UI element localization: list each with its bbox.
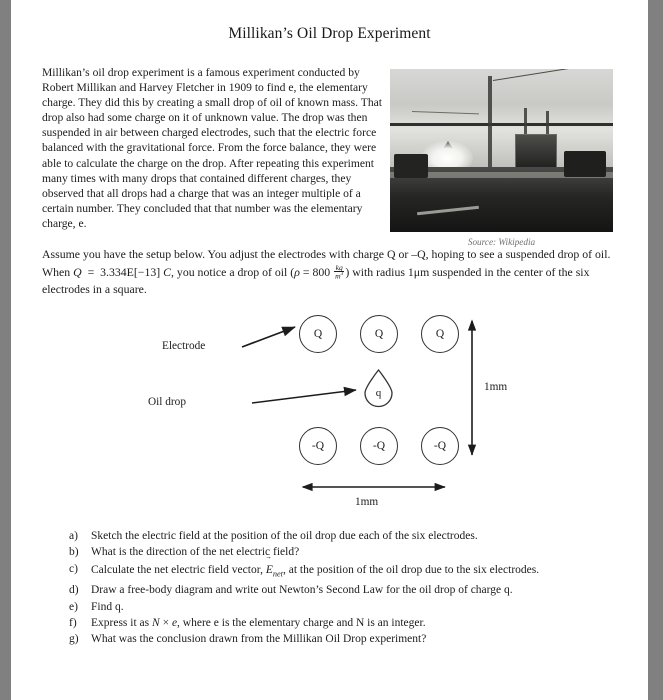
charge-value: 3.334E[−13] [100, 264, 161, 279]
density-unit-fraction [334, 264, 344, 281]
photo-equipment-right [564, 151, 606, 177]
question-marker-b: b) [69, 546, 79, 559]
question-marker-e: e) [69, 600, 78, 613]
math-times-symbol: × [159, 617, 172, 630]
questions-list [11, 528, 648, 648]
setup-paragraph: Assume you have the setup below. You adjust the electrodes with charge Q or –Q, hoping to see a suspended drop of oil. When Q = 3.334E[−13] C, you notice a drop of oil (ρ = 800 $\frac{kg}{m^3}$ ) with radius 1μm suspended in the center of the six electrodes in a square. [42, 247, 611, 297]
photo-equipment-left [394, 154, 428, 178]
equals-sign: = [87, 264, 95, 279]
electrode-bottom-left[interactable]: -Q [299, 427, 337, 465]
density-value: 800 [312, 264, 331, 279]
density-den-exponent: 3 [340, 271, 344, 278]
intro-paragraph: Millikan’s oil drop experiment is a famous experiment conducted by Robert Millikan and Harvey Fletcher in 1909 to find e, the elementary charge. They did this by creating a small drop of oil of known mass. That drop also had some charge on it of unknown value. The drop was then suspended in air between charged electrodes, such that the electric force balanced with the gravitational force. From the force balance, they were able to calculate the charge on the drop. After repeating this experiment many times with many drops that contained different charges, they observed that all drops had a charge that was an integer multiple of a certain number. They concluded that that number was the elementary charge, e. [42, 66, 383, 230]
charge-symbol: Q [73, 264, 82, 279]
horizontal-dimension-label: 1mm [355, 495, 379, 508]
e-net-subscript: net [272, 568, 283, 578]
question-text-b: What is the direction of the net electric field? [91, 546, 300, 559]
question-item-e [69, 599, 626, 615]
question-text-e: Find q. [91, 600, 124, 613]
oil-drop-label: Oil drop [148, 395, 186, 408]
question-c-prefix: Calculate the net electric field vector, [91, 563, 266, 576]
density-symbol: ρ [294, 264, 300, 279]
density-unit-denominator [334, 272, 344, 280]
electrode-bottom-center[interactable]: -Q [360, 427, 398, 465]
e-net-vector-symbol: → E [266, 561, 273, 578]
density-den-base: m [335, 271, 341, 281]
oil-drop-shape[interactable] [362, 368, 395, 408]
electrode-top-right[interactable]: Q [421, 315, 459, 353]
question-item-d [69, 582, 626, 598]
question-item-g [69, 631, 626, 647]
electrode-top-left[interactable]: Q [299, 315, 337, 353]
vertical-dimension-label: 1mm [484, 380, 508, 393]
oil-drop-charge-label: q [375, 386, 382, 399]
question-marker-f: f) [69, 617, 77, 630]
question-item-a [69, 528, 626, 544]
electrode-label: Electrode [162, 339, 206, 352]
question-marker-d: d) [69, 584, 79, 597]
question-text-a: Sketch the electric field at the position of the oil drop due each of the six electrodes. [91, 529, 478, 542]
question-text-c [91, 561, 626, 583]
question-marker-c: c) [69, 562, 78, 575]
oil-drop-pointer-arrow [252, 390, 356, 403]
charge-unit: C [163, 264, 172, 279]
question-item-b [69, 544, 626, 560]
question-text-d: Draw a free-body diagram and write out Newton’s Second Law for the oil drop of charge q. [91, 584, 513, 597]
question-item-f [69, 615, 626, 631]
question-text-g: What was the conclusion drawn from the Millikan Oil Drop experiment? [91, 633, 427, 646]
intro-section [11, 65, 648, 247]
setup-sentence-2: , you notice a drop of oil ( [171, 264, 295, 279]
photo-horizontal-rail [390, 123, 613, 126]
question-item-c [69, 561, 626, 583]
setup-sentence-3: ) with radius 1μm suspended in the center of the six electrodes in a square. [42, 264, 590, 297]
page-title: Millikan’s Oil Drop Experiment [228, 25, 431, 42]
question-f-prefix: Express it as [91, 617, 153, 630]
question-marker-g: g) [69, 633, 79, 646]
density-unit-numerator: kg [335, 262, 343, 272]
question-c-suffix: , at the position of the oil drop due to the six electrodes. [282, 563, 540, 576]
setup-sentence-1: Assume you have the setup below. You adjust the electrodes with charge Q or –Q, hoping to see a suspended drop of oil. When [42, 247, 611, 279]
document-page [11, 0, 648, 700]
electrode-diagram [11, 307, 648, 522]
electrode-pointer-arrow [242, 327, 295, 347]
electrode-top-center[interactable]: Q [360, 315, 398, 353]
question-marker-a: a) [69, 529, 78, 542]
question-text-f [91, 615, 626, 631]
photo-block [390, 69, 613, 247]
millikan-apparatus-photo [390, 69, 613, 232]
electrode-bottom-right[interactable]: -Q [421, 427, 459, 465]
math-n-symbol: N [152, 617, 160, 630]
math-e-symbol: e [171, 617, 178, 630]
photo-caption: Source: Wikipedia [467, 237, 536, 247]
question-f-suffix: , where e is the elementary charge and N is an integer. [177, 617, 426, 630]
